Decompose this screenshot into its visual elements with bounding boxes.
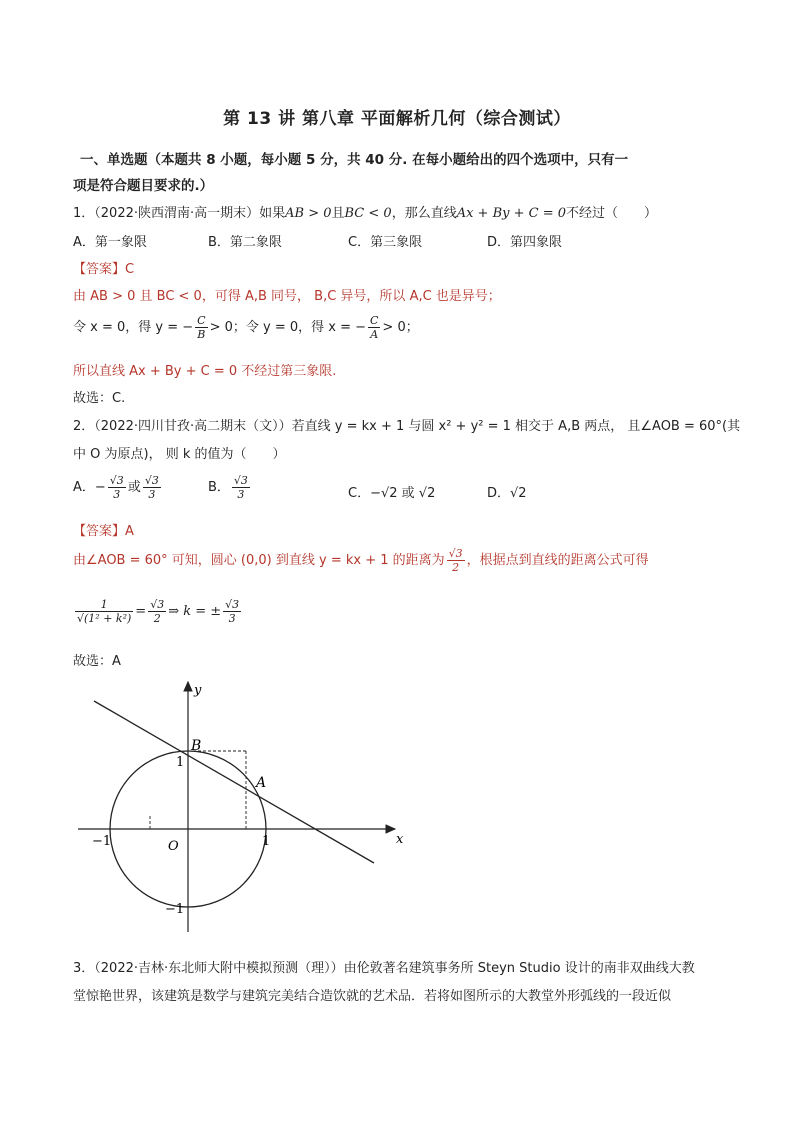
q2-sol2-eq: = (135, 604, 147, 619)
q1-prefix: 1．（2022·陕西渭南·高一期末）如果 (73, 206, 286, 221)
q2-option-a (73, 474, 163, 501)
q1-solution-line2 (73, 314, 419, 341)
q2-sol1-b: ，根据点到直线的距离公式可得 (466, 553, 649, 568)
q3-stem-line1: 3．（2022·吉林·东北师大附中模拟预测（理））由伦敦著名建筑事务所 Steyn Studio 设计的南非双曲线大教 (73, 961, 695, 976)
page-title: 第 13 讲 第八章 平面解析几何（综合测试） (223, 109, 571, 129)
q1-option-a: A．第一象限 (73, 235, 147, 250)
q2-opt-a-frac1 (108, 474, 126, 501)
section-heading-line2: 项是符合题目要求的.） (73, 178, 214, 194)
q1-sol2-a: 令 x = 0，得 y = − (73, 320, 194, 335)
q1-sol2-c: > 0； (382, 320, 419, 335)
q2-opt-a-frac1-den: 3 (113, 488, 121, 501)
q2-opt-a-frac1-num: √3 (109, 474, 124, 487)
q1-sol2-frac1-num: C (197, 314, 206, 327)
q2-solution-line2 (73, 598, 243, 625)
q1-choice: 故选：C. (73, 391, 126, 406)
q2-sol1-a: 由∠AOB = 60° 可知，圆心 (0,0) 到直线 y = kx + 1 的距离为 (73, 553, 445, 568)
section-heading-line1: 一、单选题（本题共 8 小题，每小题 5 分，共 40 分. 在每小题给出的四个选项中，只有一 (80, 152, 629, 168)
q2-sol2-right-num: √3 (225, 598, 240, 611)
q1-stem (73, 202, 657, 221)
x-tick-neg-one: −1 (92, 834, 112, 849)
q2-stem-line2: 中 O 为原点)， 则 k 的值为（ ） (73, 447, 286, 462)
q1-sol2-frac2-den: A (370, 328, 379, 341)
q1-cond2: BC < 0 (344, 206, 392, 221)
y-axis-label: y (194, 683, 202, 698)
point-b-label: B (191, 738, 202, 754)
q1-option-d: D．第四象限 (487, 235, 563, 250)
y-tick-neg-one: −1 (165, 902, 185, 917)
q2-sol2-right-den: 3 (228, 612, 236, 625)
q1-sol2-frac1 (195, 314, 207, 341)
q2-opt-a-frac2-num: √3 (144, 474, 159, 487)
q1-solution-line1: 由 AB > 0 且 BC < 0，可得 A,B 同号， B,C 异号，所以 A,C 也是异号； (73, 289, 501, 304)
q2-sol2-frac-mid (148, 598, 166, 625)
q1-solution-line3: 所以直线 Ax + By + C = 0 不经过第三象限. (73, 364, 337, 379)
q1-mid: ，那么直线 (391, 206, 457, 221)
q2-stem-line1: 2．（2022·四川甘孜·高二期末（文））若直线 y = kx + 1 与圆 x² + y² = 1 相交于 A,B 两点， 且∠AOB = 60°(其 (73, 419, 741, 434)
q2-sol2-frac-right (223, 598, 241, 625)
q1-line-eq: Ax + By + C = 0 (456, 206, 567, 221)
x-axis-label: x (396, 832, 404, 847)
q2-opt-a-frac2 (143, 474, 161, 501)
q2-sol1-frac-num: √3 (448, 547, 463, 560)
q2-choice: 故选：A (73, 654, 121, 669)
q2-sol2-implies: ⇒ k = ± (168, 604, 222, 619)
q2-opt-b-prefix: B． (208, 480, 230, 495)
q1-sol2-frac2 (368, 314, 380, 341)
line-kx-plus-1 (94, 701, 374, 863)
q2-opt-b-frac (232, 474, 250, 501)
q2-answer-label: 【答案】A (73, 524, 134, 539)
y-tick-one: 1 (176, 755, 185, 770)
q3-stem-line2: 堂惊艳世界，该建筑是数学与建筑完美结合造饮就的艺术品．若将如图所示的大教堂外形弧线的一段近似 (73, 989, 672, 1004)
q1-sol2-frac1-den: B (197, 328, 206, 341)
q2-opt-b-frac-num: √3 (233, 474, 248, 487)
q2-opt-a-frac2-den: 3 (148, 488, 156, 501)
q2-opt-a-or: 或 (127, 480, 141, 495)
point-a-label: A (256, 775, 267, 791)
q2-sol2-mid-den: 2 (153, 612, 161, 625)
q2-option-d: D．√2 (487, 486, 527, 501)
q2-opt-b-frac-den: 3 (237, 488, 245, 501)
q2-sol2-left-den: √(1² + k²) (77, 612, 132, 625)
q1-and: 且 (331, 206, 345, 221)
q1-option-b: B．第二象限 (208, 235, 282, 250)
q1-cond1: AB > 0 (285, 206, 332, 221)
q1-sol2-frac2-num: C (370, 314, 379, 327)
q1-answer-label: 【答案】C (73, 262, 135, 277)
q2-opt-a-prefix: A．− (73, 480, 106, 495)
q2-option-b (208, 474, 252, 501)
q1-option-c: C．第三象限 (348, 235, 423, 250)
origin-label: O (168, 839, 179, 854)
q2-sol2-left-num: 1 (75, 598, 133, 612)
q2-solution-line1 (73, 547, 649, 574)
q2-option-c: C．−√2 或 √2 (348, 486, 436, 501)
q1-sol2-b: > 0；令 y = 0，得 x = − (209, 320, 366, 335)
q2-sol1-frac (447, 547, 465, 574)
q2-sol1-frac-den: 2 (452, 561, 460, 574)
q2-sol2-mid-num: √3 (150, 598, 165, 611)
x-tick-one: 1 (262, 834, 271, 849)
circle-line-figure (70, 676, 410, 938)
q2-sol2-frac-left (75, 598, 133, 625)
q1-suffix: 不经过（ ） (566, 206, 658, 221)
